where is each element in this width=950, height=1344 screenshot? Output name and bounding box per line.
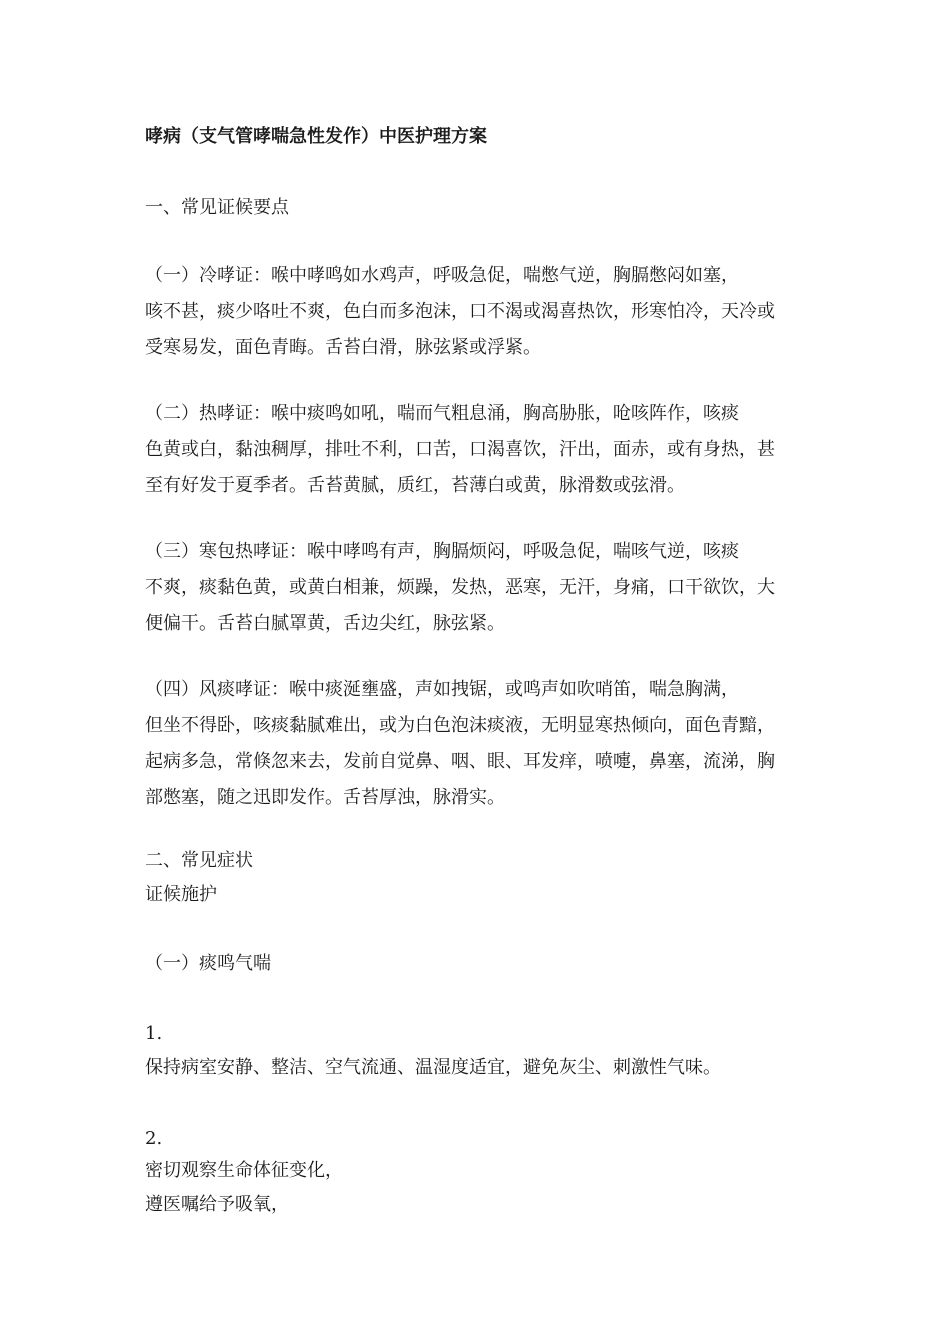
- paragraph-line: 但坐不得卧，咳痰黏腻难出，或为白色泡沫痰液，无明显寒热倾向，面色青黯，: [145, 715, 775, 736]
- section-heading-common-symptoms: 二、常见症状: [145, 850, 253, 871]
- paragraph-line: 受寒易发，面色青晦。舌苔白滑，脉弦紧或浮紧。: [145, 337, 541, 358]
- paragraph-line: （一）冷哮证：喉中哮鸣如水鸡声，呼吸急促，喘憋气逆，胸膈憋闷如塞，: [145, 265, 739, 286]
- syndrome-item-cold-wrapped-heat-wheeze: [145, 534, 810, 642]
- subsection-heading-phlegm-wheezing: （一）痰鸣气喘: [145, 953, 271, 974]
- syndrome-item-heat-wheeze: [145, 396, 810, 504]
- paragraph-line: 至有好发于夏季者。舌苔黄腻，质红，苔薄白或黄，脉滑数或弦滑。: [145, 475, 685, 496]
- step-number: 1.: [145, 1023, 163, 1044]
- syndrome-item-cold-wheeze: [145, 258, 810, 366]
- paragraph-line: 色黄或白，黏浊稠厚，排吐不利，口苦，口渴喜饮，汗出，面赤，或有身热，甚: [145, 439, 775, 460]
- paragraph-line: 部憋塞，随之迅即发作。舌苔厚浊，脉滑实。: [145, 787, 505, 808]
- step-text: 遵医嘱给予吸氧，: [145, 1194, 289, 1215]
- paragraph-line: （三）寒包热哮证：喉中哮鸣有声，胸膈烦闷，呼吸急促，喘咳气逆，咳痰: [145, 541, 739, 562]
- syndrome-item-wind-phlegm-wheeze: [145, 672, 810, 816]
- step-text: 保持病室安静、整洁、空气流通、温湿度适宜，避免灰尘、刺激性气味。: [145, 1057, 721, 1078]
- paragraph-line: 咳不甚，痰少咯吐不爽，色白而多泡沫，口不渴或渴喜热饮，形寒怕冷，天冷或: [145, 301, 775, 322]
- section-heading-common-syndromes: 一、常见证候要点: [145, 197, 289, 218]
- step-text: 密切观察生命体征变化，: [145, 1160, 343, 1181]
- paragraph-line: （四）风痰哮证：喉中痰涎壅盛，声如拽锯，或鸣声如吹哨笛，喘急胸满，: [145, 679, 739, 700]
- paragraph-line: 不爽，痰黏色黄，或黄白相兼，烦躁，发热，恶寒，无汗，身痛，口干欲饮，大: [145, 577, 775, 598]
- step-number: 2.: [145, 1128, 163, 1149]
- paragraph-line: 起病多急，常倏忽来去，发前自觉鼻、咽、眼、耳发痒，喷嚏，鼻塞，流涕，胸: [145, 751, 775, 772]
- document-title: 哮病（支气管哮喘急性发作）中医护理方案: [145, 126, 487, 147]
- paragraph-line: 便偏干。舌苔白腻罩黄，舌边尖红，脉弦紧。: [145, 613, 505, 634]
- paragraph-line: （二）热哮证：喉中痰鸣如吼，喘而气粗息涌，胸高胁胀，呛咳阵作，咳痰: [145, 403, 739, 424]
- subheading-syndrome-care: 证候施护: [145, 884, 217, 905]
